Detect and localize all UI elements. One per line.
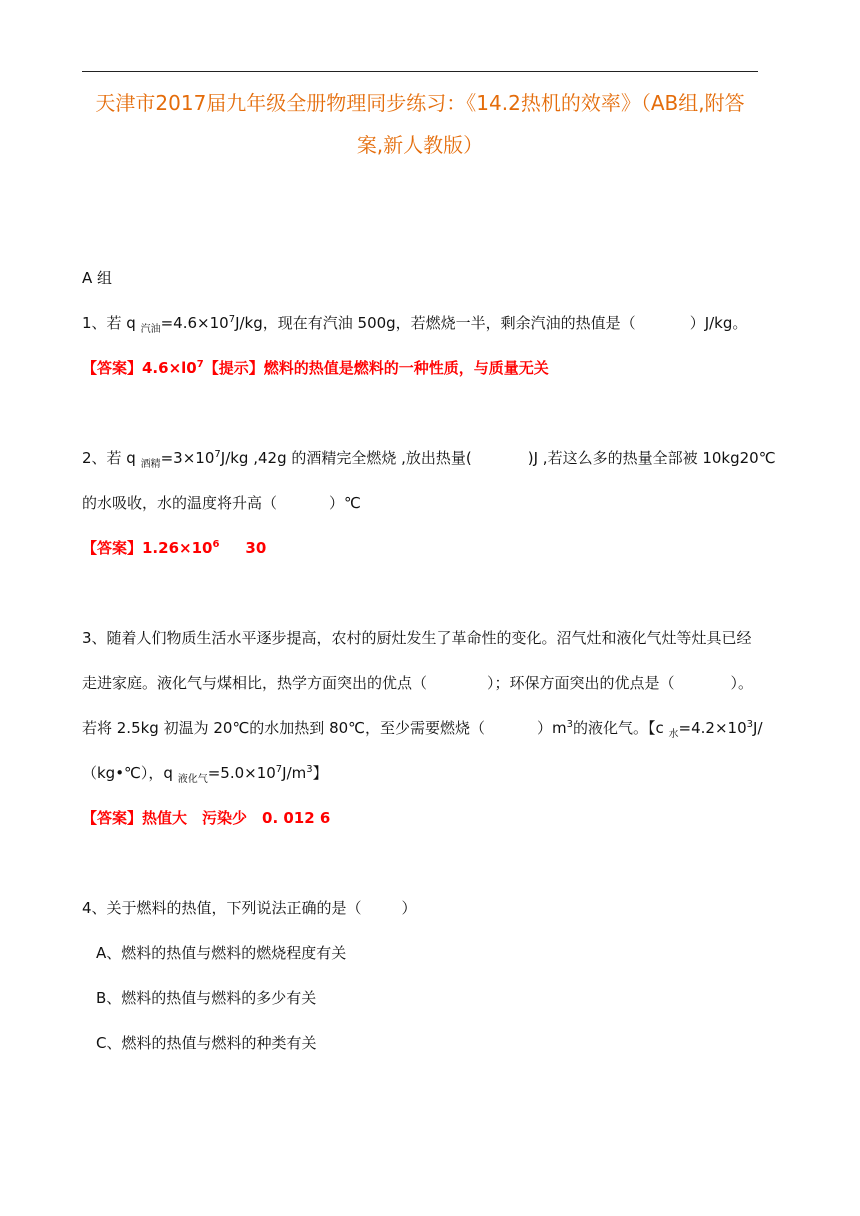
answer-2: 【答案】$1.26\times 10^6$ 30 [82,539,267,557]
question-2-line-1: 2、若 q $_{酒精}=3\times 10^7J/kg$ ,42g 的酒精完全燃烧 ,放出热量( )J ,若这么多的热量全部被 10kg20℃ [82,449,776,470]
section-label: A 组 [82,269,113,287]
title-line-1: 天津市2017届九年级全册物理同步练习：《14.2热机的效率》（AB组,附答 [95,91,745,115]
question-4-stem: 4、关于燃料的热值，下列说法正确的是（ ） [82,899,417,917]
question-3-line-2: 走进家庭。液化气与煤相比，热学方面突出的优点（ ）；环保方面突出的优点是（ ）。 [82,674,754,692]
question-1: 1、若 q $_{汽油}=4.6\times 10^7J/kg$，现在有汽油 500g，若燃烧一半，剩余汽油的热值是（ ）J/kg。 [82,314,748,335]
question-2-line-2: 的水吸收，水的温度将升高（ ）℃ [82,494,361,512]
document-title [82,82,758,166]
option-b: B、燃料的热值与燃料的多少有关 [96,989,317,1007]
option-c: C、燃料的热值与燃料的种类有关 [96,1034,317,1052]
question-3-line-1: 3、随着人们物质生活水平逐步提高，农村的厨灶发生了革命性的变化。沼气灶和液化气灶等灶具已经 [82,629,752,647]
answer-1: 【答案】$4.6\times l0^7$【提示】燃料的热值是燃料的一种性质，与质量无关 [82,359,549,377]
question-3-line-3: 若将 2.5kg 初温为 20℃的水加热到 80℃，至少需要燃烧（ ）$m^3$的液化气。【c $_水=4.2\times 10^3J/$ [82,719,763,740]
question-3-line-4: （kg•℃），q $_{液化气}=5.0\times 10^7J/m^3$】 [82,764,328,785]
title-line-2: 案,新人教版） [356,133,484,157]
option-a: A、燃料的热值与燃料的燃烧程度有关 [96,944,347,962]
header-rule [82,71,758,72]
answer-3: 【答案】热值大 污染少 0. 012 6 [82,809,331,827]
